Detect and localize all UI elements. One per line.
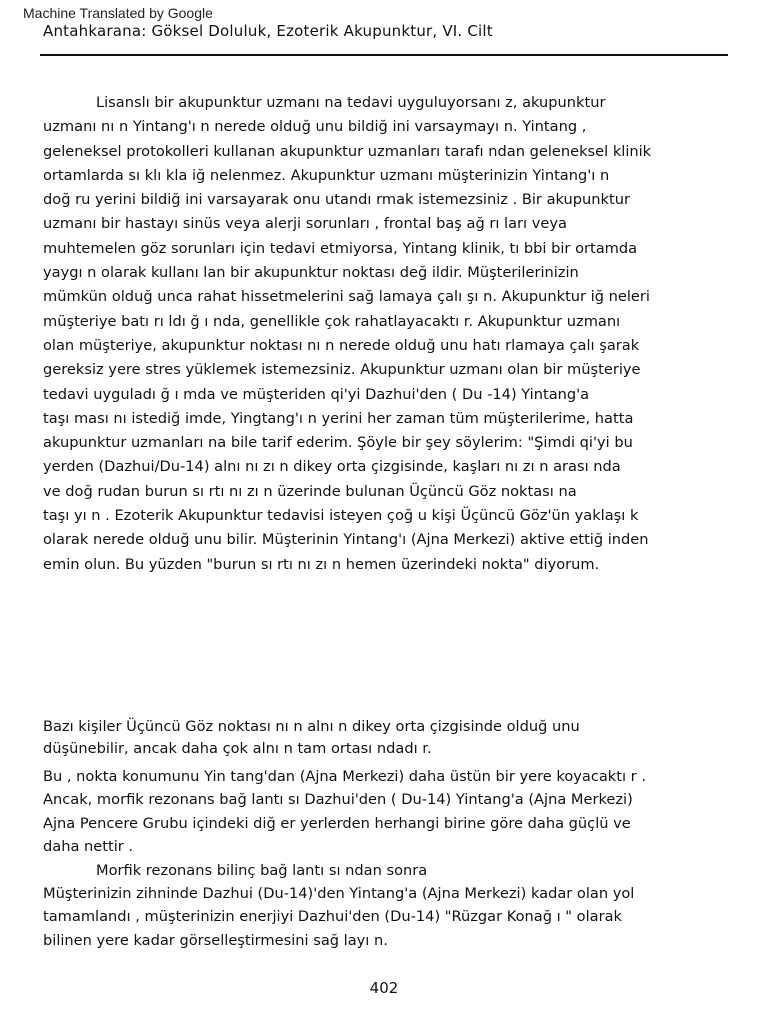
- text-line: mümkün olduğ unca rahat hissetmelerini sağ lamaya çalı şı n. Akupunktur iğ neleri: [43, 288, 650, 306]
- text-line: yerden (Dazhui/Du-14) alnı nı zı n dikey orta çizgisinde, kaşları nı zı n arası nda: [43, 458, 621, 476]
- text-line: taşı ması nı istediğ imde, Yingtang'ı n yerini her zaman tüm müşterilerime, hatta: [43, 409, 634, 427]
- body-paragraph-2: [43, 716, 733, 759]
- text-line: ve doğ rudan burun sı rtı nı zı n üzerinde bulunan Üçüncü Göz noktası na: [43, 482, 577, 500]
- text-line: akupunktur uzmanları na bile tarif ederim. Şöyle bir şey söylerim: "Şimdi qi'yi bu: [43, 434, 633, 452]
- text-line: olarak nerede olduğ unu bilir. Müşterinin Yintang'ı (Ajna Merkezi) aktive ettiğ inden: [43, 531, 649, 549]
- text-line: Morfik rezonans bilinç bağ lantı sı ndan sonra: [96, 861, 428, 879]
- header-rule: [40, 54, 728, 56]
- text-line: tedavi uyguladı ğ ı mda ve müşteriden qi'yi Dazhui'den ( Du -14) Yintang'a: [43, 385, 590, 403]
- text-line: Ancak, morfik rezonans bağ lantı sı Dazhui'den ( Du-14) Yintang'a (Ajna Merkezi): [43, 791, 633, 809]
- text-line: emin olun. Bu yüzden "burun sı rtı nı zı n hemen üzerindeki nokta" diyorum.: [43, 555, 600, 573]
- text-line: geleneksel protokolleri kullanan akupunktur uzmanları tarafı ndan geleneksel klinik: [43, 142, 652, 160]
- text-line: Ajna Pencere Grubu içindeki diğ er yerlerden herhangi birine göre daha güçlü ve: [43, 814, 631, 832]
- text-line: Bazı kişiler Üçüncü Göz noktası nı n alnı n dikey orta çizgisinde olduğ unu: [43, 718, 580, 735]
- text-line: bilinen yere kadar görselleştirmesini sağ layı n.: [43, 931, 388, 949]
- text-line: ortamlarda sı klı kla iğ nelenmez. Akupunktur uzmanı müşterinizin Yintang'ı n: [43, 166, 610, 184]
- running-head-title: Antahkarana: Göksel Doluluk, Ezoterik Akupunktur, VI. Cilt: [43, 22, 493, 40]
- text-line: taşı yı n . Ezoterik Akupunktur tedavisi isteyen çoğ u kişi Üçüncü Göz'ün yaklaşı k: [43, 507, 639, 525]
- text-line: tamamlandı , müşterinizin enerjiyi Dazhui'den (Du-14) "Rüzgar Konağ ı " olarak: [43, 908, 622, 926]
- machine-translation-label: Machine Translated by Google: [23, 5, 213, 21]
- text-line: muhtemelen göz sorunları için tedavi etmiyorsa, Yintang klinik, tı bbi bir ortamda: [43, 239, 638, 257]
- text-line: uzmanı nı n Yintang'ı n nerede olduğ unu bildiğ ini varsaymayı n. Yintang ,: [43, 118, 587, 136]
- text-line: düşünebilir, ancak daha çok alnı n tam ortası ndadı r.: [43, 739, 432, 757]
- text-line: Müşterinizin zihninde Dazhui (Du-14)'den Yintang'a (Ajna Merkezi) kadar olan yol: [43, 885, 635, 903]
- page-number: 402: [369, 979, 399, 997]
- text-line: olan müşteriye, akupunktur noktası nı n nerede olduğ unu hatı rlamaya çalı şarak: [43, 336, 640, 354]
- text-line: Bu , nokta konumunu Yin tang'dan (Ajna Merkezi) daha üstün bir yere koyacaktı r .: [43, 768, 646, 785]
- body-paragraph-1: [43, 91, 733, 577]
- text-line: daha nettir .: [43, 838, 134, 856]
- text-line: Lisanslı bir akupunktur uzmanı na tedavi uyguluyorsanı z, akupunktur: [96, 94, 606, 111]
- text-line: doğ ru yerini bildiğ ini varsayarak onu utandı rmak istemezsiniz . Bir akupunktur: [43, 191, 630, 209]
- text-line: yaygı n olarak kullanı lan bir akupunktur noktası değ ildir. Müşterilerinizin: [43, 264, 579, 282]
- body-paragraph-3: [43, 765, 733, 952]
- text-line: müşteriye batı rı ldı ğ ı nda, genellikle çok rahatlayacaktı r. Akupunktur uzmanı: [43, 312, 621, 330]
- text-line: uzmanı bir hastayı sinüs veya alerji sorunları , frontal baş ağ rı ları veya: [43, 215, 567, 233]
- text-line: gereksiz yere stres yüklemek istemezsiniz. Akupunktur uzmanı olan bir müşteriye: [43, 361, 641, 379]
